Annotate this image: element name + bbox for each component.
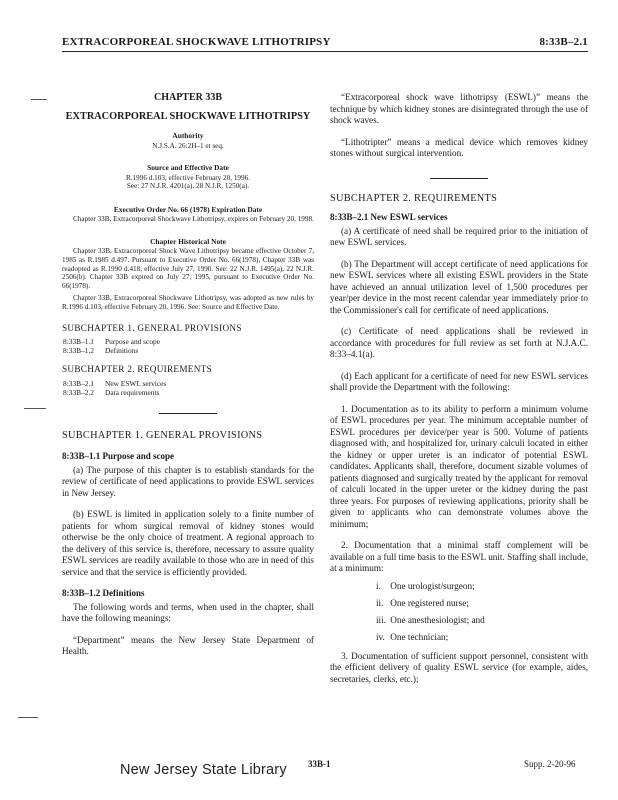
toc-item[interactable]: 8:33B–2.1 New ESWL services bbox=[63, 378, 167, 388]
scan-mark bbox=[24, 408, 46, 409]
source-heading: Source and Effective Date bbox=[147, 163, 229, 173]
section-1-1-paragraph-a: (a) The purpose of this chapter is to establish standards for the review of certificate of need applications to provide ESWL services in New Jersey. bbox=[62, 464, 314, 498]
list-item: iii. One anesthesiologist; and bbox=[376, 614, 485, 625]
paragraph-b: (b) The Department will accept certificate of need applications for new ESWL services where all existing ESWL providers in the State have achieved an annual utilization level of 1,500 procedures per year/per device in the most recent calendar year immediately prior to the Commissioner's call for certificate of need applications. bbox=[330, 258, 588, 315]
paragraph-d-3: 3. Documentation of sufficient support personnel, consistent with the efficient delivery of quality ESWL service (for example, aides, secretaries, clerks, etc.); bbox=[330, 650, 588, 684]
running-header bbox=[62, 36, 588, 52]
section-divider bbox=[159, 413, 217, 414]
source-line-2: See: 27 N.J.R. 4201(a), 28 N.J.R. 1250(a). bbox=[126, 182, 250, 191]
section-1-2-intro: The following words and terms, when used in the chapter, shall have the following meanings: bbox=[62, 601, 314, 624]
paragraph-d: (d) Each applicant for a certificate of need for new ESWL services shall provide the Department with the following: bbox=[330, 370, 588, 392]
authority-text: N.J.S.A. 26:2H–1 et seq. bbox=[152, 141, 224, 150]
toc-item[interactable]: 8:33B–1.1 Purpose and scope bbox=[63, 337, 161, 347]
section-1-2-heading: 8:33B–1.2 Definitions bbox=[62, 588, 145, 599]
paragraph-d-2: 2. Documentation that a minimal staff complement will be available on a full time basis to the ESWL unit. Staffing shall include, at a minimum: bbox=[330, 540, 588, 573]
section-1-1-heading: 8:33B–1.1 Purpose and scope bbox=[62, 451, 175, 462]
subchapter-1-heading: SUBCHAPTER 1. GENERAL PROVISIONS bbox=[62, 429, 263, 441]
supplement-date: Supp. 2-20-96 bbox=[524, 759, 576, 769]
historical-note-paragraph-2: Chapter 33B, Extracorporeal Shockwave Lithotripsy, was adopted as new rules by R.1996 d.103, effective February 20, 1996. See: Source and Effective Date. bbox=[62, 294, 314, 311]
header-title: EXTRACORPOREAL SHOCKWAVE LITHOTRIPSY bbox=[62, 36, 331, 48]
subchapter-2-heading: SUBCHAPTER 2. REQUIREMENTS bbox=[330, 192, 498, 204]
toc-subchapter-2-heading: SUBCHAPTER 2. REQUIREMENTS bbox=[62, 364, 212, 375]
paragraph-c: (c) Certificate of need applications shall be reviewed in accordance with procedures for full review as set forth at N.J.A.C. 8:33–4.1(a). bbox=[330, 326, 588, 359]
page-footer bbox=[0, 756, 618, 784]
staff-list bbox=[330, 581, 588, 649]
right-column bbox=[330, 92, 588, 685]
definition-eswl: “Extracorporeal shock wave lithotripsy (ESWL)” means the technique by which kidney stones are disintegrated through the use of shock waves. bbox=[330, 92, 588, 125]
executive-order-heading: Executive Order No. 66 (1978) Expiration Date bbox=[113, 204, 263, 214]
header-section: 8:33B–2.1 bbox=[539, 36, 588, 48]
scan-mark bbox=[18, 717, 38, 718]
paragraph-a: (a) A certificate of need shall be required prior to the initiation of new ESWL services. bbox=[330, 225, 588, 247]
section-1-1-paragraph-b: (b) ESWL is limited in application solely to a finite number of patients for whom surgical removal of kidney stones would otherwise be the only choice of treatment. A regional approach to the delivery of this service is, therefore, necessary to assure quality ESWL services are readily available to those who are in need of this service and that the service is efficiently provided. bbox=[62, 509, 314, 577]
list-item: ii. One registered nurse; bbox=[376, 597, 469, 608]
section-2-1-heading: 8:33B–2.1 New ESWL services bbox=[330, 212, 448, 222]
chapter-number: CHAPTER 33B bbox=[153, 92, 223, 103]
source-line-1: R.1996 d.103, effective February 20, 1996. bbox=[125, 173, 251, 182]
historical-note-heading: Chapter Historical Note bbox=[150, 236, 226, 246]
toc-item[interactable]: 8:33B–2.2 Data requirements bbox=[63, 387, 160, 397]
list-item: iv. One technician; bbox=[376, 631, 449, 642]
authority-heading: Authority bbox=[172, 131, 204, 140]
section-divider bbox=[430, 178, 488, 179]
definition-lithotripter: “Lithotripter” means a medical device which removes kidney stones without surgical intervention. bbox=[330, 136, 588, 158]
library-stamp: New Jersey State Library bbox=[120, 762, 287, 778]
paragraph-d-1: 1. Documentation as to its ability to perform a minimum volume of ESWL procedures per year. The minimum acceptable number of ESWL procedures per device/per year is 500. Volume of patients diagnosed with, and hospitalized for, urinary calculi located in either the kidney or upper ureter is an indicator of potential ESWL candidates. Applicants shall, therefore, document sizable volumes of patients diagnosed and surgically treated by the applicant for removal of calculi located in the upper ureter or the kidney during the past three years. For purposes of reviewing applications, priority shall be given to applicants who can demonstrate volumes above the minimum; bbox=[330, 403, 588, 529]
scan-mark bbox=[31, 99, 47, 100]
toc-item[interactable]: 8:33B–1.2 Definitions bbox=[63, 346, 139, 356]
toc-subchapter-1-heading: SUBCHAPTER 1. GENERAL PROVISIONS bbox=[62, 322, 242, 333]
definition-department: “Department” means the New Jersey State Department of Health. bbox=[62, 634, 314, 657]
left-column bbox=[62, 92, 314, 658]
executive-order-text: Chapter 33B, Extracorporeal Shockwave Lithotripsy, expires on February 20, 1998. bbox=[73, 215, 314, 224]
historical-note-paragraph-1: Chapter 33B, Extracorporeal Shock Wave Lithotripsy became effective October 7, 1985 as R.1985 d.497. Pursuant to Executive Order No. 66(1978), Chapter 33B was readopted as R.1990 d.418, effective July 27, 1990. See: 22 N.J.R. 1495(a), 22 N.J.R. 2506(b). Chapter 33B expired on July 27, 1995, pursuant to Executive Order No. 66(1978). bbox=[62, 247, 314, 290]
chapter-title: EXTRACORPOREAL SHOCKWAVE LITHOTRIPSY bbox=[65, 110, 311, 122]
page-number: 33B-1 bbox=[308, 759, 331, 769]
list-item: i. One urologist/surgeon; bbox=[376, 580, 475, 591]
